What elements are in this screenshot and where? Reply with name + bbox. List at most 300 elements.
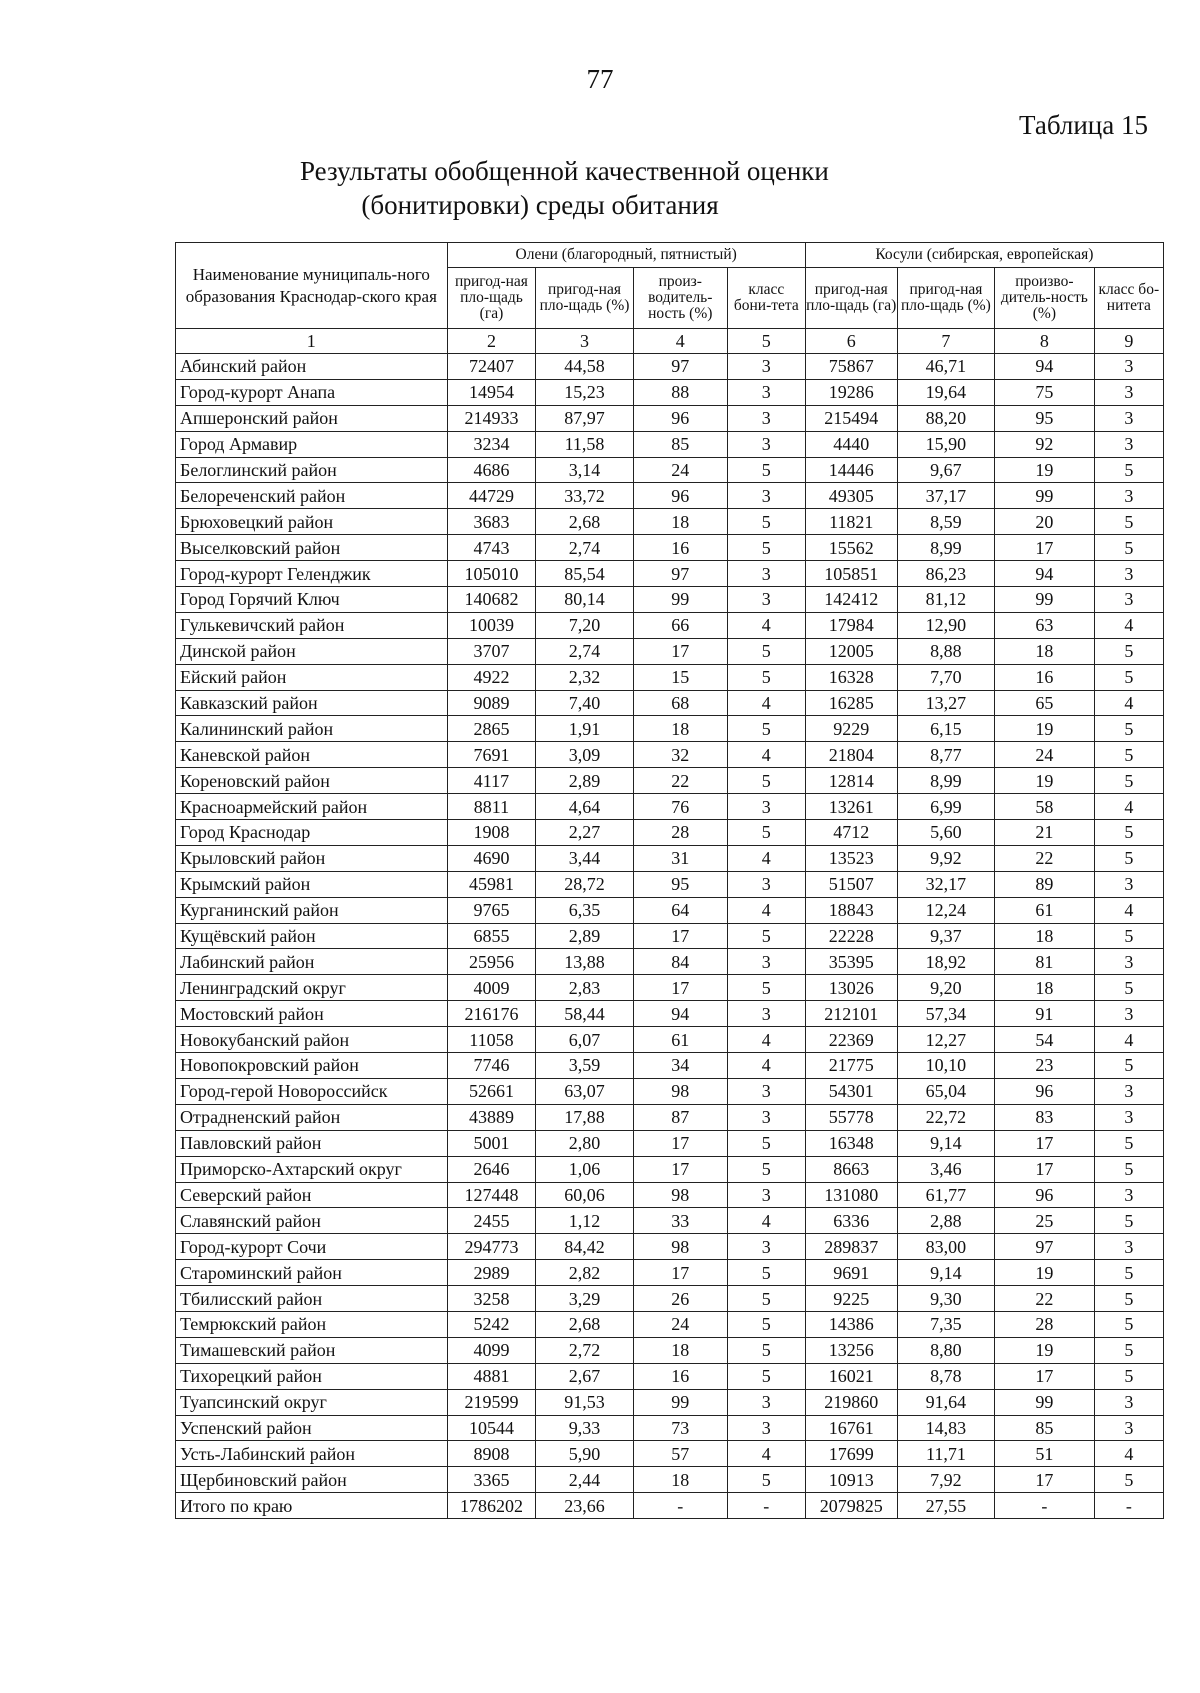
roe-productivity-cell: 83	[995, 1104, 1095, 1130]
deer-class-cell: 5	[727, 1311, 805, 1337]
deer-area-ha-cell: 3683	[447, 509, 536, 535]
table-row	[176, 354, 1164, 380]
column-number: 2	[447, 329, 536, 354]
column-header: класс бо-нитета	[1094, 268, 1163, 329]
roe-area-pct-cell: 7,35	[897, 1311, 994, 1337]
deer-area-pct-cell: 3,09	[536, 742, 633, 768]
roe-area-ha-cell: 16021	[805, 1363, 897, 1389]
roe-productivity-cell: 19	[995, 457, 1095, 483]
roe-area-pct-cell: 46,71	[897, 354, 994, 380]
deer-productivity-cell: 84	[633, 949, 727, 975]
roe-area-ha-cell: 21804	[805, 742, 897, 768]
roe-productivity-cell: 24	[995, 742, 1095, 768]
results-table	[175, 242, 1164, 1519]
deer-area-ha-cell: 9765	[447, 897, 536, 923]
roe-class-cell: 3	[1094, 1415, 1163, 1441]
roe-area-pct-cell: 11,71	[897, 1441, 994, 1467]
deer-area-pct-cell: 3,29	[536, 1286, 633, 1312]
deer-productivity-cell: 17	[633, 975, 727, 1001]
deer-class-cell: 5	[727, 457, 805, 483]
table-row	[176, 949, 1164, 975]
deer-productivity-cell: 18	[633, 1467, 727, 1493]
roe-area-pct-cell: 86,23	[897, 561, 994, 587]
municipality-name-cell: Ленинградский округ	[176, 975, 448, 1001]
roe-class-cell: 4	[1094, 1027, 1163, 1053]
roe-area-ha-cell: 17699	[805, 1441, 897, 1467]
deer-area-ha-cell: 7746	[447, 1053, 536, 1079]
roe-productivity-cell: 17	[995, 1156, 1095, 1182]
roe-productivity-cell: 17	[995, 535, 1095, 561]
roe-area-pct-cell: 9,67	[897, 457, 994, 483]
roe-productivity-cell: 91	[995, 1001, 1095, 1027]
roe-area-ha-cell: 215494	[805, 405, 897, 431]
roe-area-ha-cell: 13026	[805, 975, 897, 1001]
municipality-name-cell: Лабинский район	[176, 949, 448, 975]
deer-area-pct-cell: 80,14	[536, 587, 633, 613]
deer-productivity-cell: 64	[633, 897, 727, 923]
roe-area-ha-cell: 105851	[805, 561, 897, 587]
municipality-name-cell: Каневской район	[176, 742, 448, 768]
table-row	[176, 794, 1164, 820]
table-row	[176, 1234, 1164, 1260]
deer-area-pct-cell: 2,89	[536, 768, 633, 794]
deer-class-cell: 5	[727, 975, 805, 1001]
roe-area-pct-cell: 32,17	[897, 871, 994, 897]
roe-class-cell: 5	[1094, 1337, 1163, 1363]
roe-class-cell: 3	[1094, 405, 1163, 431]
roe-productivity-cell: 99	[995, 1389, 1095, 1415]
roe-productivity-cell: 94	[995, 561, 1095, 587]
deer-productivity-cell: 87	[633, 1104, 727, 1130]
roe-productivity-cell: 17	[995, 1467, 1095, 1493]
deer-class-cell: 3	[727, 1001, 805, 1027]
roe-class-cell: 3	[1094, 561, 1163, 587]
roe-area-ha-cell: 13523	[805, 845, 897, 871]
roe-area-ha-cell: 12005	[805, 638, 897, 664]
deer-area-ha-cell: 4099	[447, 1337, 536, 1363]
roe-area-ha-cell: 13261	[805, 794, 897, 820]
deer-area-ha-cell: 4743	[447, 535, 536, 561]
roe-area-ha-cell: 16348	[805, 1130, 897, 1156]
table-row	[176, 975, 1164, 1001]
municipality-name-cell: Тихорецкий район	[176, 1363, 448, 1389]
deer-class-cell: 5	[727, 1337, 805, 1363]
roe-productivity-cell: 16	[995, 664, 1095, 690]
roe-class-cell: 3	[1094, 1104, 1163, 1130]
roe-class-cell: 5	[1094, 716, 1163, 742]
deer-class-cell: 3	[727, 794, 805, 820]
roe-class-cell: 3	[1094, 1078, 1163, 1104]
roe-area-ha-cell: 51507	[805, 871, 897, 897]
roe-class-cell: 3	[1094, 1389, 1163, 1415]
deer-area-pct-cell: 85,54	[536, 561, 633, 587]
roe-class-cell: 5	[1094, 923, 1163, 949]
municipality-column-header: Наименование муниципаль-ного образования Краснодар-ского края	[176, 243, 448, 329]
roe-area-pct-cell: 8,88	[897, 638, 994, 664]
deer-area-ha-cell: 44729	[447, 483, 536, 509]
deer-class-cell: 3	[727, 405, 805, 431]
roe-area-pct-cell: 5,60	[897, 820, 994, 846]
table-row	[176, 1363, 1164, 1389]
roe-area-pct-cell: 57,34	[897, 1001, 994, 1027]
table-row	[176, 1027, 1164, 1053]
table-row	[176, 1389, 1164, 1415]
deer-area-ha-cell: 3234	[447, 431, 536, 457]
municipality-name-cell: Усть-Лабинский район	[176, 1441, 448, 1467]
table-row	[176, 612, 1164, 638]
deer-class-cell: 4	[727, 897, 805, 923]
deer-class-cell: 4	[727, 612, 805, 638]
roe-productivity-cell: 22	[995, 1286, 1095, 1312]
deer-class-cell: 3	[727, 1182, 805, 1208]
deer-area-pct-cell: 1,12	[536, 1208, 633, 1234]
deer-productivity-cell: 16	[633, 1363, 727, 1389]
roe-area-pct-cell: 81,12	[897, 587, 994, 613]
deer-productivity-cell: 88	[633, 379, 727, 405]
deer-area-ha-cell: 214933	[447, 405, 536, 431]
table-row	[176, 1337, 1164, 1363]
deer-productivity-cell: 31	[633, 845, 727, 871]
municipality-name-cell: Город-курорт Анапа	[176, 379, 448, 405]
roe-area-ha-cell: 55778	[805, 1104, 897, 1130]
roe-area-ha-cell: 75867	[805, 354, 897, 380]
roe-productivity-cell: 19	[995, 716, 1095, 742]
municipality-name-cell: Белореченский район	[176, 483, 448, 509]
column-header: пригод-ная пло-щадь (%)	[897, 268, 994, 329]
deer-class-cell: 5	[727, 768, 805, 794]
roe-class-cell: 3	[1094, 354, 1163, 380]
column-number: 6	[805, 329, 897, 354]
deer-productivity-cell: 22	[633, 768, 727, 794]
roe-area-pct-cell: 14,83	[897, 1415, 994, 1441]
deer-class-cell: 3	[727, 431, 805, 457]
roe-area-ha-cell: 49305	[805, 483, 897, 509]
deer-area-pct-cell: 87,97	[536, 405, 633, 431]
roe-area-pct-cell: 91,64	[897, 1389, 994, 1415]
roe-class-cell: 3	[1094, 379, 1163, 405]
roe-area-pct-cell: 9,30	[897, 1286, 994, 1312]
deer-area-ha-cell: 105010	[447, 561, 536, 587]
deer-productivity-cell: 15	[633, 664, 727, 690]
roe-area-pct-cell: 9,37	[897, 923, 994, 949]
roe-area-pct-cell: 8,99	[897, 768, 994, 794]
deer-productivity-cell: 18	[633, 509, 727, 535]
deer-productivity-cell: 28	[633, 820, 727, 846]
deer-area-pct-cell: 2,72	[536, 1337, 633, 1363]
deer-area-pct-cell: 2,74	[536, 535, 633, 561]
roe-area-ha-cell: 22369	[805, 1027, 897, 1053]
deer-area-ha-cell: 1908	[447, 820, 536, 846]
table-body	[176, 354, 1164, 1519]
deer-class-cell: 3	[727, 1415, 805, 1441]
roe-class-cell: 4	[1094, 897, 1163, 923]
roe-area-pct-cell: 12,24	[897, 897, 994, 923]
deer-area-ha-cell: 2455	[447, 1208, 536, 1234]
deer-area-ha-cell: 14954	[447, 379, 536, 405]
roe-area-pct-cell: 9,14	[897, 1130, 994, 1156]
table-row	[176, 1208, 1164, 1234]
roe-area-pct-cell: 10,10	[897, 1053, 994, 1079]
deer-area-pct-cell: 1,91	[536, 716, 633, 742]
municipality-name-cell: Успенский район	[176, 1415, 448, 1441]
roe-productivity-cell: 92	[995, 431, 1095, 457]
deer-area-ha-cell: 10544	[447, 1415, 536, 1441]
roe-productivity-cell: 75	[995, 379, 1095, 405]
deer-area-pct-cell: 2,68	[536, 509, 633, 535]
deer-area-pct-cell: 7,20	[536, 612, 633, 638]
deer-productivity-cell: 85	[633, 431, 727, 457]
roe-area-ha-cell: 2079825	[805, 1493, 897, 1519]
roe-area-ha-cell: 6336	[805, 1208, 897, 1234]
roe-class-cell: 3	[1094, 483, 1163, 509]
roe-productivity-cell: 18	[995, 923, 1095, 949]
deer-area-ha-cell: 219599	[447, 1389, 536, 1415]
deer-area-ha-cell: 3365	[447, 1467, 536, 1493]
deer-area-pct-cell: 1,06	[536, 1156, 633, 1182]
municipality-name-cell: Славянский район	[176, 1208, 448, 1234]
deer-area-pct-cell: 91,53	[536, 1389, 633, 1415]
deer-class-cell: 3	[727, 587, 805, 613]
deer-area-ha-cell: 4690	[447, 845, 536, 871]
roe-area-pct-cell: 8,59	[897, 509, 994, 535]
roe-class-cell: 5	[1094, 1467, 1163, 1493]
deer-area-ha-cell: 4686	[447, 457, 536, 483]
column-number: 5	[727, 329, 805, 354]
deer-area-ha-cell: 2646	[447, 1156, 536, 1182]
table-row	[176, 820, 1164, 846]
deer-productivity-cell: 26	[633, 1286, 727, 1312]
roe-productivity-cell: 19	[995, 1260, 1095, 1286]
deer-area-ha-cell: 8908	[447, 1441, 536, 1467]
deer-class-cell: 3	[727, 354, 805, 380]
deer-productivity-cell: 17	[633, 638, 727, 664]
deer-productivity-cell: 18	[633, 716, 727, 742]
municipality-name-cell: Ейский район	[176, 664, 448, 690]
deer-area-pct-cell: 3,59	[536, 1053, 633, 1079]
table-row	[176, 1286, 1164, 1312]
roe-productivity-cell: 99	[995, 587, 1095, 613]
roe-area-pct-cell: 22,72	[897, 1104, 994, 1130]
roe-area-pct-cell: 12,27	[897, 1027, 994, 1053]
roe-area-ha-cell: 13256	[805, 1337, 897, 1363]
municipality-name-cell: Кущёвский район	[176, 923, 448, 949]
roe-area-ha-cell: 14446	[805, 457, 897, 483]
deer-class-cell: 3	[727, 561, 805, 587]
roe-area-ha-cell: 10913	[805, 1467, 897, 1493]
roe-class-cell: 5	[1094, 742, 1163, 768]
deer-productivity-cell: 68	[633, 690, 727, 716]
roe-class-cell: 5	[1094, 1286, 1163, 1312]
table-row	[176, 1104, 1164, 1130]
roe-productivity-cell: 51	[995, 1441, 1095, 1467]
municipality-name-cell: Отрадненский район	[176, 1104, 448, 1130]
deer-productivity-cell: 98	[633, 1078, 727, 1104]
deer-area-pct-cell: 63,07	[536, 1078, 633, 1104]
municipality-name-cell: Город Горячий Ключ	[176, 587, 448, 613]
municipality-name-cell: Выселковский район	[176, 535, 448, 561]
roe-class-cell: 5	[1094, 820, 1163, 846]
deer-class-cell: 5	[727, 1286, 805, 1312]
deer-area-pct-cell: 4,64	[536, 794, 633, 820]
column-header: пригод-ная пло-щадь (га)	[805, 268, 897, 329]
municipality-name-cell: Абинский район	[176, 354, 448, 380]
roe-area-ha-cell: 19286	[805, 379, 897, 405]
municipality-name-cell: Тбилисский район	[176, 1286, 448, 1312]
roe-productivity-cell: 99	[995, 483, 1095, 509]
roe-area-pct-cell: 2,88	[897, 1208, 994, 1234]
roe-area-ha-cell: 212101	[805, 1001, 897, 1027]
deer-class-cell: 5	[727, 535, 805, 561]
municipality-name-cell: Итого по краю	[176, 1493, 448, 1519]
roe-class-cell: 5	[1094, 1053, 1163, 1079]
deer-class-cell: 3	[727, 1389, 805, 1415]
title-line: (бонитировки) среды обитания	[361, 190, 719, 220]
roe-productivity-cell: 25	[995, 1208, 1095, 1234]
roe-area-ha-cell: 16761	[805, 1415, 897, 1441]
roe-area-ha-cell: 21775	[805, 1053, 897, 1079]
deer-productivity-cell: 34	[633, 1053, 727, 1079]
roe-area-pct-cell: 88,20	[897, 405, 994, 431]
column-header: произ-водитель-ность (%)	[633, 268, 727, 329]
deer-productivity-cell: 61	[633, 1027, 727, 1053]
roe-class-cell: 3	[1094, 1001, 1163, 1027]
deer-area-pct-cell: 2,27	[536, 820, 633, 846]
roe-class-cell: 4	[1094, 690, 1163, 716]
deer-class-cell: 5	[727, 664, 805, 690]
roe-area-pct-cell: 12,90	[897, 612, 994, 638]
deer-area-ha-cell: 25956	[447, 949, 536, 975]
deer-area-ha-cell: 2865	[447, 716, 536, 742]
roe-class-cell: 3	[1094, 949, 1163, 975]
roe-productivity-cell: 85	[995, 1415, 1095, 1441]
deer-class-cell: 3	[727, 871, 805, 897]
deer-productivity-cell: 18	[633, 1337, 727, 1363]
deer-class-cell: 5	[727, 1130, 805, 1156]
municipality-name-cell: Гулькевичский район	[176, 612, 448, 638]
roe-area-pct-cell: 65,04	[897, 1078, 994, 1104]
roe-area-ha-cell: 219860	[805, 1389, 897, 1415]
roe-area-ha-cell: 9225	[805, 1286, 897, 1312]
roe-class-cell: 3	[1094, 587, 1163, 613]
column-number: 1	[176, 329, 448, 354]
deer-productivity-cell: 17	[633, 923, 727, 949]
deer-productivity-cell: 94	[633, 1001, 727, 1027]
deer-area-pct-cell: 15,23	[536, 379, 633, 405]
table-row	[176, 1078, 1164, 1104]
deer-productivity-cell: 97	[633, 561, 727, 587]
deer-productivity-cell: 96	[633, 405, 727, 431]
deer-class-cell: 5	[727, 509, 805, 535]
roe-area-ha-cell: 15562	[805, 535, 897, 561]
roe-area-ha-cell: 9229	[805, 716, 897, 742]
deer-area-pct-cell: 28,72	[536, 871, 633, 897]
roe-productivity-cell: -	[995, 1493, 1095, 1519]
deer-area-pct-cell: 2,67	[536, 1363, 633, 1389]
table-row	[176, 1441, 1164, 1467]
deer-productivity-cell: 95	[633, 871, 727, 897]
deer-area-pct-cell: 2,82	[536, 1260, 633, 1286]
deer-productivity-cell: -	[633, 1493, 727, 1519]
roe-productivity-cell: 81	[995, 949, 1095, 975]
deer-class-cell: -	[727, 1493, 805, 1519]
deer-area-pct-cell: 23,66	[536, 1493, 633, 1519]
deer-area-pct-cell: 58,44	[536, 1001, 633, 1027]
roe-class-cell: 5	[1094, 1311, 1163, 1337]
municipality-name-cell: Город Армавир	[176, 431, 448, 457]
table-row	[176, 768, 1164, 794]
municipality-name-cell: Калининский район	[176, 716, 448, 742]
roe-area-ha-cell: 12814	[805, 768, 897, 794]
deer-area-ha-cell: 4117	[447, 768, 536, 794]
page-number: 77	[586, 64, 614, 94]
deer-class-cell: 5	[727, 1467, 805, 1493]
deer-area-ha-cell: 8811	[447, 794, 536, 820]
roe-class-cell: 3	[1094, 431, 1163, 457]
municipality-name-cell: Староминский район	[176, 1260, 448, 1286]
roe-area-ha-cell: 11821	[805, 509, 897, 535]
municipality-name-cell: Город-курорт Сочи	[176, 1234, 448, 1260]
table-label: Таблица 15	[1019, 110, 1148, 140]
deer-class-cell: 4	[727, 845, 805, 871]
roe-area-pct-cell: 3,46	[897, 1156, 994, 1182]
roe-class-cell: 5	[1094, 457, 1163, 483]
deer-productivity-cell: 99	[633, 587, 727, 613]
table-row	[176, 1415, 1164, 1441]
roe-productivity-cell: 17	[995, 1363, 1095, 1389]
deer-area-pct-cell: 33,72	[536, 483, 633, 509]
table-row	[176, 1182, 1164, 1208]
table-row	[176, 845, 1164, 871]
roe-class-cell: 5	[1094, 1156, 1163, 1182]
municipality-name-cell: Новокубанский район	[176, 1027, 448, 1053]
deer-class-cell: 3	[727, 1078, 805, 1104]
roe-class-cell: 5	[1094, 509, 1163, 535]
roe-area-pct-cell: 6,15	[897, 716, 994, 742]
roe-class-cell: 5	[1094, 638, 1163, 664]
column-number: 9	[1094, 329, 1163, 354]
roe-class-cell: 3	[1094, 871, 1163, 897]
deer-class-cell: 4	[727, 1027, 805, 1053]
deer-area-ha-cell: 52661	[447, 1078, 536, 1104]
table-row	[176, 716, 1164, 742]
roe-productivity-cell: 19	[995, 1337, 1095, 1363]
deer-productivity-cell: 17	[633, 1260, 727, 1286]
municipality-name-cell: Город-герой Новороссийск	[176, 1078, 448, 1104]
municipality-name-cell: Новопокровский район	[176, 1053, 448, 1079]
deer-class-cell: 5	[727, 1156, 805, 1182]
table-row	[176, 638, 1164, 664]
deer-area-ha-cell: 1786202	[447, 1493, 536, 1519]
deer-area-pct-cell: 2,83	[536, 975, 633, 1001]
deer-area-ha-cell: 11058	[447, 1027, 536, 1053]
column-number-row	[176, 329, 1164, 354]
deer-area-pct-cell: 2,44	[536, 1467, 633, 1493]
municipality-name-cell: Брюховецкий район	[176, 509, 448, 535]
deer-productivity-cell: 33	[633, 1208, 727, 1234]
deer-area-pct-cell: 7,40	[536, 690, 633, 716]
deer-class-cell: 3	[727, 949, 805, 975]
column-header: пригод-ная пло-щадь (%)	[536, 268, 633, 329]
deer-productivity-cell: 24	[633, 457, 727, 483]
municipality-name-cell: Красноармейский район	[176, 794, 448, 820]
roe-area-pct-cell: 18,92	[897, 949, 994, 975]
deer-productivity-cell: 98	[633, 1234, 727, 1260]
municipality-name-cell: Крыловский район	[176, 845, 448, 871]
deer-area-pct-cell: 11,58	[536, 431, 633, 457]
roe-class-cell: -	[1094, 1493, 1163, 1519]
deer-class-cell: 4	[727, 742, 805, 768]
deer-class-cell: 3	[727, 379, 805, 405]
